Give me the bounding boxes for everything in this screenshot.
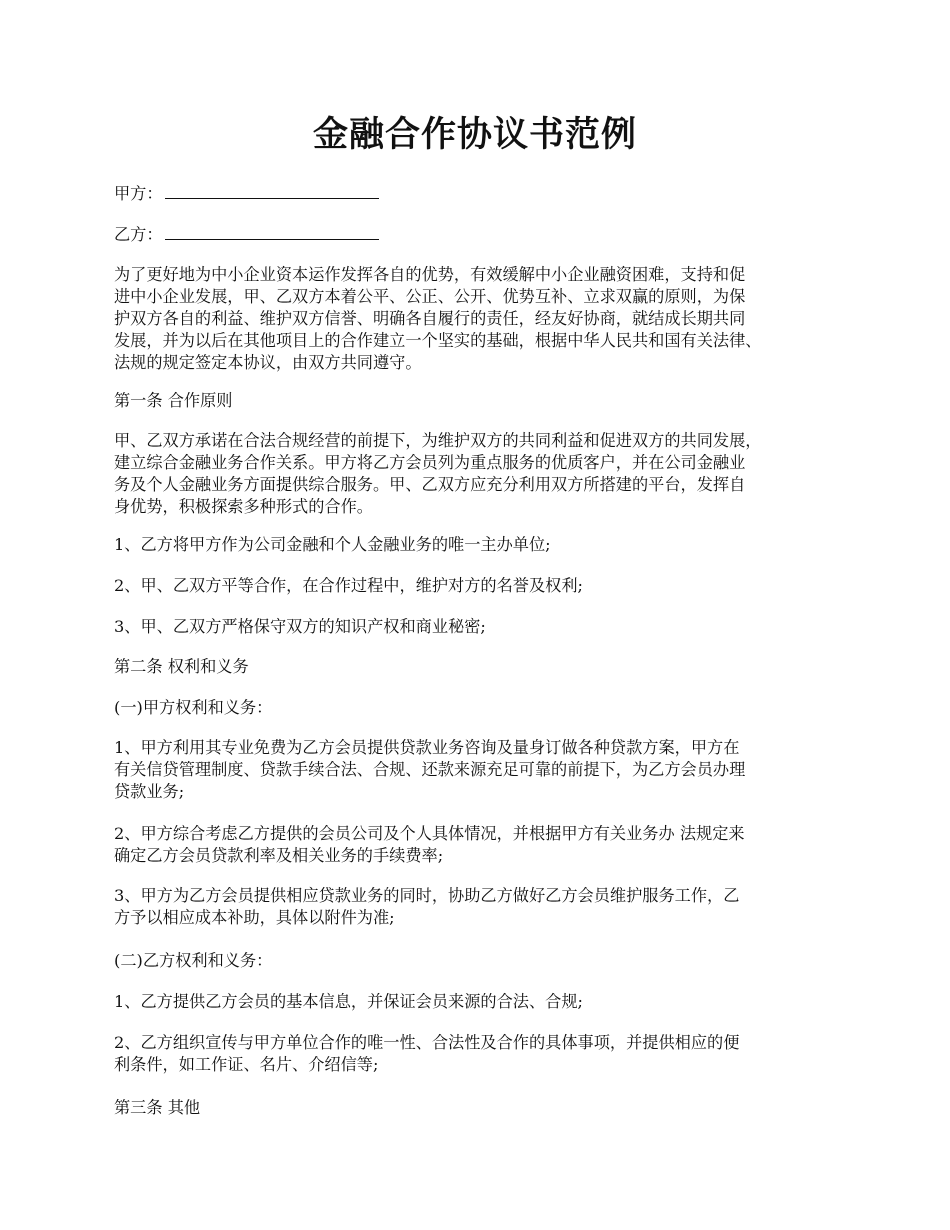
- article2-heading: 第二条 权利和义务: [114, 657, 249, 676]
- section-a-item-1: 1、甲方利用其专业免费为乙方会员提供贷款业务咨询及量身订做各种贷款方案，甲方在 有关信贷管理制度、贷款手续合法、合规、还款来源充足可靠的前提下，为乙方会员办理 贷款业务;: [114, 738, 746, 801]
- party-a-line: [114, 183, 852, 205]
- article1-item-2: 2、甲、乙双方平等合作，在合作过程中，维护对方的名誉及权利;: [114, 576, 584, 595]
- article1-item-1: 1、乙方将甲方作为公司金融和个人金融业务的唯一主办单位;: [114, 535, 551, 554]
- section-b-item-2: 2、乙方组织宣传与甲方单位合作的唯一性、合法性及合作的具体事项，并提供相应的便 利条件，如工作证、名片、介绍信等;: [114, 1033, 740, 1074]
- party-a-label: 甲方：: [114, 184, 163, 203]
- section-b-heading: (二)乙方权利和义务：: [114, 951, 273, 970]
- document-title: 金融合作协议书范例: [312, 114, 637, 155]
- article1-heading: 第一条 合作原则: [114, 391, 233, 410]
- party-b-label: 乙方：: [114, 225, 163, 244]
- preamble-paragraph: 为了更好地为中小企业资本运作发挥各自的优势，有效缓解中小企业融资困难，支持和促 进中小企业发展，甲、乙双方本着公平、公正、公开、优势互补、立求双赢的原则，为保 护双方各自的利益、维护双方信誉、明确各自履行的责任，经友好协商，就结成长期共同 发展，并为以后在其他项目上的合作建立一个坚实的基础，根据中华人民共和国有关法律、 法规的规定签定本协议，由双方共同遵守。: [114, 265, 762, 372]
- party-b-blank: [165, 224, 379, 240]
- article1-body: 甲、乙双方承诺在合法合规经营的前提下，为维护双方的共同利益和促进双方的共同发展， 建立综合金融业务合作关系。甲方将乙方会员列为重点服务的优质客户，并在公司金融业 务及个人金融业务方面提供综合服务。甲、乙双方应充分利用双方所搭建的平台，发挥自 身优势，积极探索多种形式的合作。: [114, 431, 762, 516]
- article1-item-3: 3、甲、乙双方严格保守双方的知识产权和商业秘密;: [114, 617, 486, 636]
- section-a-item-2: 2、甲方综合考虑乙方提供的会员公司及个人具体情况，并根据甲方有关业务办 法规定来 确定乙方会员贷款利率及相关业务的手续费率;: [114, 824, 745, 865]
- party-a-blank: [165, 183, 379, 199]
- section-a-heading: (一)甲方权利和义务：: [114, 698, 273, 717]
- article3-heading: 第三条 其他: [114, 1098, 201, 1117]
- party-b-line: [114, 224, 852, 246]
- section-b-item-1: 1、乙方提供乙方会员的基本信息，并保证会员来源的合法、合规;: [114, 992, 584, 1011]
- section-a-item-3: 3、甲方为乙方会员提供相应贷款业务的同时，协助乙方做好乙方会员维护服务工作，乙 方予以相应成本补助，具体以附件为准;: [114, 886, 740, 927]
